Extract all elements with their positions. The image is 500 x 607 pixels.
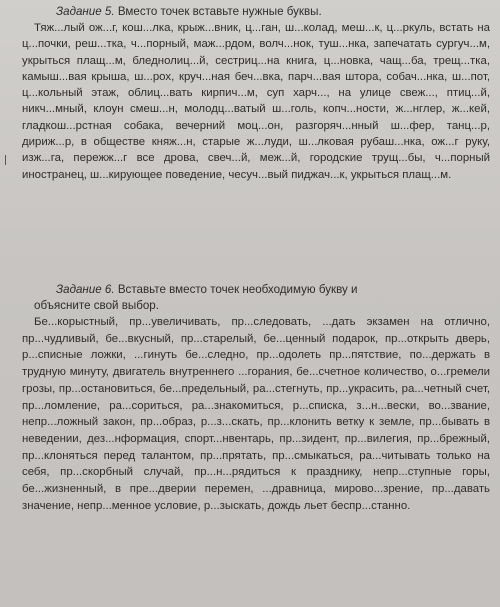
task-5-title — [56, 4, 490, 20]
margin-mark — [5, 155, 6, 165]
task-5-label: Задание 5. — [56, 5, 115, 18]
task-6-body: Бе...корыстный, пр...увеличивать, пр...следовать, ...дать экзамен на отлично, пр...чудливый, бе...вкусный, пр...старелый, бе...ценный подарок, пр...открыть дверь, р...списные ложки, ...гинуть бе...следно, пр...одолеть пр...пятствие, по...держать в трудную минуту, двигатель внутреннего ...горания, бе...счетное количество, о...гремели грозы, пр...остановиться, бе...предельный, ра...стегнуть, пр...украсить, ра...четный счет, пр...ломление, ра...сориться, ра...знакомиться, р...списка, з...н...вески, во...звание, непр...ложный закон, пр...образ, р...з...скать, пр...клонить ветку к земле, пр...бывать в неведении, дез...нформация, спорт...нвентарь, пр...зидент, пр...вилегия, пр...брежный, пр...клоняться перед талантом, пр...прятать, пр...смыкаться, ра...читывать только на себя, пр...скорбный случай, пр...н...рядиться к празднику, непр...ступные горы, бе...жизненный, в пре...дверии перемен, ...дравница, мирово...зрение, пр...давать значение, непр...менное условие, р...зыскать, дождь льет беспр...станно. — [22, 316, 490, 512]
task-6 — [22, 282, 490, 514]
task-6-instruction-line1: Вставьте вместо точек необходимую букву и — [117, 283, 358, 296]
task-6-instruction-line2: объясните свой выбор. — [34, 299, 159, 312]
task-6-title — [56, 282, 490, 298]
task-5-instruction: Вместо точек вставьте нужные буквы. — [117, 5, 322, 18]
task-5-body: Тяж...лый ож...г, кош...лка, крыж...вник, ц...ган, ш...колад, меш...к, ц...ркуль, встать на ц...почки, реш...тка, ч...порный, маж...рдом, волч...нок, туш...нка, запечатать сургуч...м, укрыться плащ...м, бледнолиц...й, сестриц...на книга, ц...новка, чащ...ба, трещ...тка, камыш...вая крыша, ш...рох, круч...ная беч...вка, парч...вая штора, собач...нка, ш...пот, ц...кольный этаж, облиц...вать кирпич...м, суп харч..., на улице свеж..., птиц...й, никч...мный, клоун смеш...н, молодц...ватый ш...голь, копч...ности, ж...нглер, ж...кей, гладкош...рстная собака, вечерний моц...он, разгоряч...нный ш...фер, танц...р, дириж...р, в обществе княж...н, старые ж...луди, ш...лковая рубаш...нка, ож...г руку, изж...га, пережж...г все дрова, свеч...й, меж...й, городские трущ...бы, ч...порный иностранец, ш...кирующее поведение, чесуч...вый пиджач...к, укрыться плащ...м. — [22, 22, 490, 181]
task-5 — [22, 4, 490, 183]
task-6-label: Задание 6. — [56, 283, 115, 296]
